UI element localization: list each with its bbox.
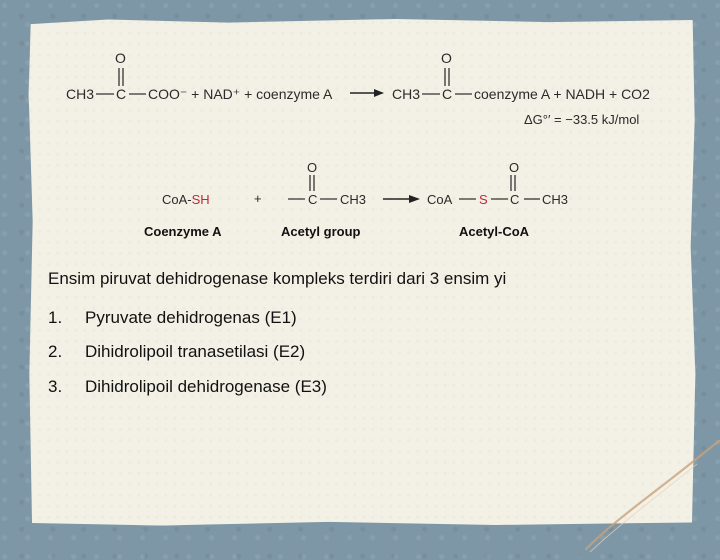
label-acetyl-coa: Acetyl-CoA xyxy=(459,224,530,239)
list-text: Pyruvate dehidrogenas (E1) xyxy=(85,308,297,327)
list-item xyxy=(48,308,297,328)
list-item xyxy=(48,342,305,362)
reactant-carbon: C xyxy=(116,86,127,102)
acetyl-oxygen: O xyxy=(307,160,318,175)
product-carbon: C xyxy=(442,86,453,102)
product-methyl-2: CH3 xyxy=(542,192,569,207)
list-number: 2. xyxy=(48,342,63,361)
product-sulfur: S xyxy=(479,192,488,207)
reactant-tail: COO⁻ + NAD⁺ + coenzyme A xyxy=(148,86,333,102)
delta-g: ΔG°′ = −33.5 kJ/mol xyxy=(524,112,640,127)
list-text: Dihidrolipoil dehidrogenase (E3) xyxy=(85,377,327,396)
list-number: 3. xyxy=(48,377,63,396)
reactant-oxygen: O xyxy=(115,50,126,66)
intro-text: Ensim piruvat dehidrogenase kompleks terdiri dari 3 ensim yi xyxy=(48,269,507,288)
reactant-methyl: CH3 xyxy=(66,86,95,102)
product-methyl: CH3 xyxy=(392,86,421,102)
acetyl-carbon: C xyxy=(308,192,318,207)
product-coa: CoA xyxy=(427,192,453,207)
product-oxygen-2: O xyxy=(509,160,520,175)
list-text: Dihidrolipoil tranasetilasi (E2) xyxy=(85,342,306,361)
product-carbon-2: C xyxy=(510,192,520,207)
acetyl-methyl: CH3 xyxy=(340,192,367,207)
list-number: 1. xyxy=(48,308,63,327)
list-item xyxy=(48,377,327,397)
plus-sign: + xyxy=(254,191,262,206)
decorative-pen-stroke xyxy=(585,440,720,560)
product-tail: coenzyme A + NADH + CO2 xyxy=(474,86,650,102)
product-oxygen: O xyxy=(441,50,452,66)
coa-sh: CoA-SH xyxy=(162,192,210,207)
label-coenzyme-a: Coenzyme A xyxy=(144,224,222,239)
label-acetyl-group: Acetyl group xyxy=(281,224,361,239)
